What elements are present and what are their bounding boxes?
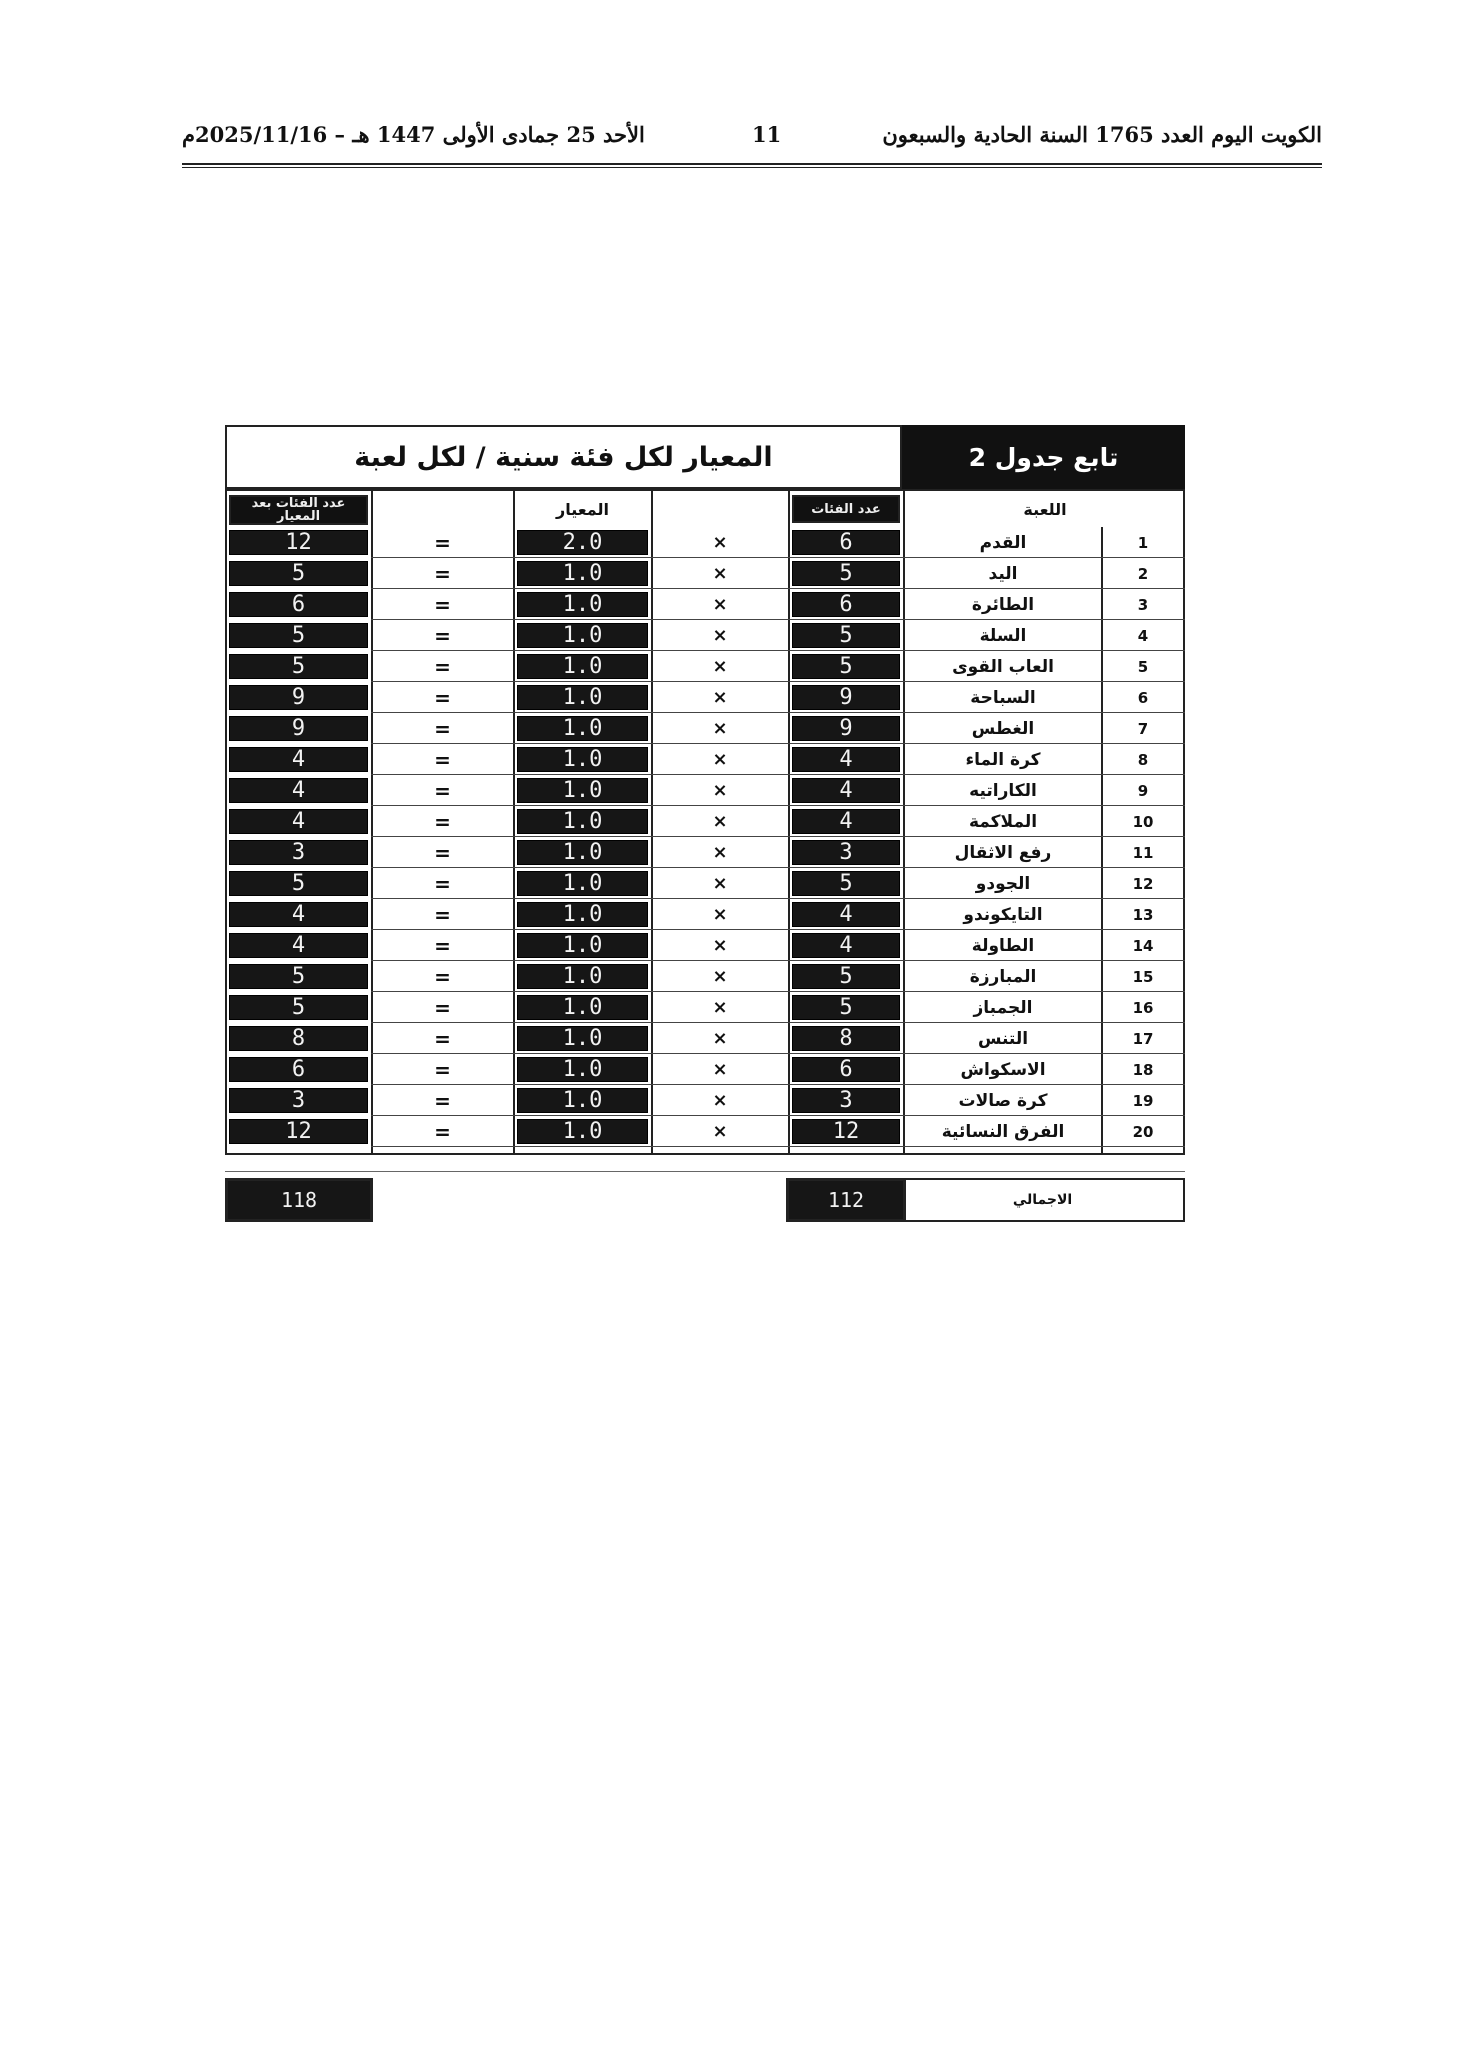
row-index: 16 [1132, 998, 1154, 1017]
footer-rule [225, 1171, 1185, 1172]
count-value: 6 [792, 1057, 900, 1082]
row-index: 3 [1137, 595, 1149, 614]
table-title: المعيار لكل فئة سنية / لكل لعبة [225, 425, 902, 489]
game-name: السباحة [970, 687, 1036, 708]
criterion-value: 1.0 [517, 623, 648, 648]
table-row [225, 868, 1185, 899]
result-value: 4 [229, 809, 368, 834]
table-row [225, 713, 1185, 744]
multiply-sign: × [712, 997, 728, 1018]
result-value: 3 [229, 1088, 368, 1113]
game-name: الطاولة [971, 935, 1035, 956]
equals-sign: = [434, 1088, 451, 1113]
result-value: 4 [229, 778, 368, 803]
table-row [225, 589, 1185, 620]
row-index: 2 [1137, 564, 1149, 583]
criterion-value: 1.0 [517, 1088, 648, 1113]
criterion-value: 1.0 [517, 964, 648, 989]
equals-sign: = [434, 530, 451, 555]
count-value: 4 [792, 809, 900, 834]
row-index: 13 [1132, 905, 1154, 924]
criteria-table [225, 425, 1185, 1225]
table-row [225, 930, 1185, 961]
game-name: الطائرة [971, 594, 1035, 615]
game-name: التايكوندو [963, 904, 1043, 925]
table-row [225, 992, 1185, 1023]
criterion-value: 2.0 [517, 530, 648, 555]
equals-sign: = [434, 592, 451, 617]
column-header-result: عدد الفئات بعد المعيار [229, 495, 368, 525]
page-number: 11 [752, 122, 782, 147]
game-name: التنس [977, 1028, 1029, 1049]
game-name: الجودو [975, 873, 1031, 894]
multiply-sign: × [712, 594, 728, 615]
game-name: رفع الاثقال [954, 842, 1052, 863]
criterion-value: 1.0 [517, 1026, 648, 1051]
equals-sign: = [434, 1119, 451, 1144]
equals-sign: = [434, 809, 451, 834]
row-index: 6 [1137, 688, 1149, 707]
count-value: 4 [792, 778, 900, 803]
row-index: 10 [1132, 812, 1154, 831]
equals-sign: = [434, 933, 451, 958]
result-value: 9 [229, 685, 368, 710]
equals-sign: = [434, 716, 451, 741]
criterion-value: 1.0 [517, 592, 648, 617]
game-name: الفرق النسائية [941, 1121, 1065, 1142]
table-row [225, 527, 1185, 558]
row-index: 12 [1132, 874, 1154, 893]
criterion-value: 1.0 [517, 747, 648, 772]
game-name: الجمباز [973, 997, 1033, 1018]
table-row [225, 899, 1185, 930]
game-name: اليد [988, 563, 1018, 584]
table-row [225, 558, 1185, 589]
equals-sign: = [434, 1026, 451, 1051]
count-value: 5 [792, 995, 900, 1020]
equals-sign: = [434, 778, 451, 803]
total-label: الاجمالي [902, 1178, 1185, 1222]
row-index: 5 [1137, 657, 1149, 676]
criterion-value: 1.0 [517, 933, 648, 958]
row-index: 9 [1137, 781, 1149, 800]
multiply-sign: × [712, 811, 728, 832]
row-index: 14 [1132, 936, 1154, 955]
multiply-sign: × [712, 966, 728, 987]
count-value: 3 [792, 1088, 900, 1113]
header-rule-thick [182, 163, 1322, 165]
multiply-sign: × [712, 904, 728, 925]
equals-sign: = [434, 871, 451, 896]
criterion-value: 1.0 [517, 778, 648, 803]
result-value: 9 [229, 716, 368, 741]
result-value: 12 [229, 530, 368, 555]
criterion-value: 1.0 [517, 685, 648, 710]
count-value: 4 [792, 933, 900, 958]
game-name: كرة الماء [965, 749, 1041, 770]
count-value: 4 [792, 902, 900, 927]
row-index: 7 [1137, 719, 1149, 738]
table-row [225, 1054, 1185, 1085]
table-row [225, 744, 1185, 775]
count-value: 3 [792, 840, 900, 865]
criterion-value: 1.0 [517, 809, 648, 834]
count-value: 6 [792, 592, 900, 617]
equals-sign: = [434, 623, 451, 648]
table-row [225, 1116, 1185, 1147]
equals-sign: = [434, 561, 451, 586]
count-value: 5 [792, 964, 900, 989]
equals-sign: = [434, 1057, 451, 1082]
result-value: 5 [229, 871, 368, 896]
criterion-value: 1.0 [517, 995, 648, 1020]
multiply-sign: × [712, 1090, 728, 1111]
row-index: 17 [1132, 1029, 1154, 1048]
multiply-sign: × [712, 873, 728, 894]
criterion-value: 1.0 [517, 561, 648, 586]
count-value: 9 [792, 685, 900, 710]
equals-sign: = [434, 902, 451, 927]
criterion-value: 1.0 [517, 1119, 648, 1144]
equals-sign: = [434, 685, 451, 710]
row-index: 15 [1132, 967, 1154, 986]
result-value: 5 [229, 964, 368, 989]
table-row [225, 620, 1185, 651]
criterion-value: 1.0 [517, 871, 648, 896]
game-name: الكاراتيه [969, 780, 1037, 801]
multiply-sign: × [712, 532, 728, 553]
total-result-box [225, 1178, 373, 1222]
game-name: الغطس [971, 718, 1035, 739]
row-index: 11 [1132, 843, 1154, 862]
result-value: 5 [229, 654, 368, 679]
count-value: 12 [792, 1119, 900, 1144]
column-header-game: اللعبة [1023, 499, 1067, 519]
game-name: المبارزة [969, 966, 1037, 987]
criterion-value: 1.0 [517, 902, 648, 927]
criterion-value: 1.0 [517, 1057, 648, 1082]
game-name: العاب القوى [952, 656, 1054, 677]
table-row [225, 806, 1185, 837]
table-row [225, 651, 1185, 682]
multiply-sign: × [712, 1028, 728, 1049]
count-value: 5 [792, 623, 900, 648]
count-value: 6 [792, 530, 900, 555]
result-value: 5 [229, 561, 368, 586]
game-name: الاسكواش [960, 1059, 1046, 1080]
multiply-sign: × [712, 656, 728, 677]
criterion-value: 1.0 [517, 654, 648, 679]
table-label: تابع جدول 2 [902, 425, 1185, 489]
equals-sign: = [434, 840, 451, 865]
row-index: 8 [1137, 750, 1149, 769]
table-row [225, 682, 1185, 713]
result-value: 12 [229, 1119, 368, 1144]
result-value: 3 [229, 840, 368, 865]
result-value: 4 [229, 933, 368, 958]
multiply-sign: × [712, 1121, 728, 1142]
result-value: 4 [229, 902, 368, 927]
multiply-sign: × [712, 1059, 728, 1080]
total-result: 118 [228, 1181, 370, 1219]
criterion-value: 1.0 [517, 716, 648, 741]
column-header-criterion: المعيار [556, 499, 609, 519]
multiply-sign: × [712, 842, 728, 863]
multiply-sign: × [712, 749, 728, 770]
criterion-value: 1.0 [517, 840, 648, 865]
equals-sign: = [434, 654, 451, 679]
table-row [225, 775, 1185, 806]
count-value: 9 [792, 716, 900, 741]
result-value: 4 [229, 747, 368, 772]
multiply-sign: × [712, 780, 728, 801]
row-index: 20 [1132, 1122, 1154, 1141]
result-value: 5 [229, 995, 368, 1020]
multiply-sign: × [712, 718, 728, 739]
game-name: السلة [979, 625, 1027, 646]
game-name: الملاكمة [968, 811, 1038, 832]
game-name: القدم [979, 532, 1027, 553]
count-value: 5 [792, 561, 900, 586]
equals-sign: = [434, 995, 451, 1020]
multiply-sign: × [712, 935, 728, 956]
page-header [182, 118, 1322, 158]
row-index: 18 [1132, 1060, 1154, 1079]
row-divider [371, 1146, 1185, 1147]
table-row [225, 961, 1185, 992]
result-value: 6 [229, 592, 368, 617]
count-value: 8 [792, 1026, 900, 1051]
count-value: 5 [792, 871, 900, 896]
row-index: 1 [1137, 533, 1149, 552]
publication-info: الكويت اليوم العدد 1765 السنة الحادية والسبعون [882, 122, 1322, 147]
table-row [225, 1023, 1185, 1054]
issue-date: الأحد 25 جمادى الأولى 1447 هـ – 2025/11/16م [182, 122, 645, 147]
result-value: 5 [229, 623, 368, 648]
result-value: 6 [229, 1057, 368, 1082]
table-row [225, 837, 1185, 868]
row-index: 19 [1132, 1091, 1154, 1110]
multiply-sign: × [712, 625, 728, 646]
count-value: 5 [792, 654, 900, 679]
table-row [225, 1085, 1185, 1116]
row-index: 4 [1137, 626, 1149, 645]
total-count-box [786, 1178, 906, 1222]
count-value: 4 [792, 747, 900, 772]
equals-sign: = [434, 747, 451, 772]
header-rule-thin [182, 167, 1322, 168]
result-value: 8 [229, 1026, 368, 1051]
total-count: 112 [789, 1181, 903, 1219]
equals-sign: = [434, 964, 451, 989]
column-header-count: عدد الفئات [792, 495, 900, 523]
multiply-sign: × [712, 687, 728, 708]
game-name: كرة صالات [958, 1090, 1048, 1111]
multiply-sign: × [712, 563, 728, 584]
